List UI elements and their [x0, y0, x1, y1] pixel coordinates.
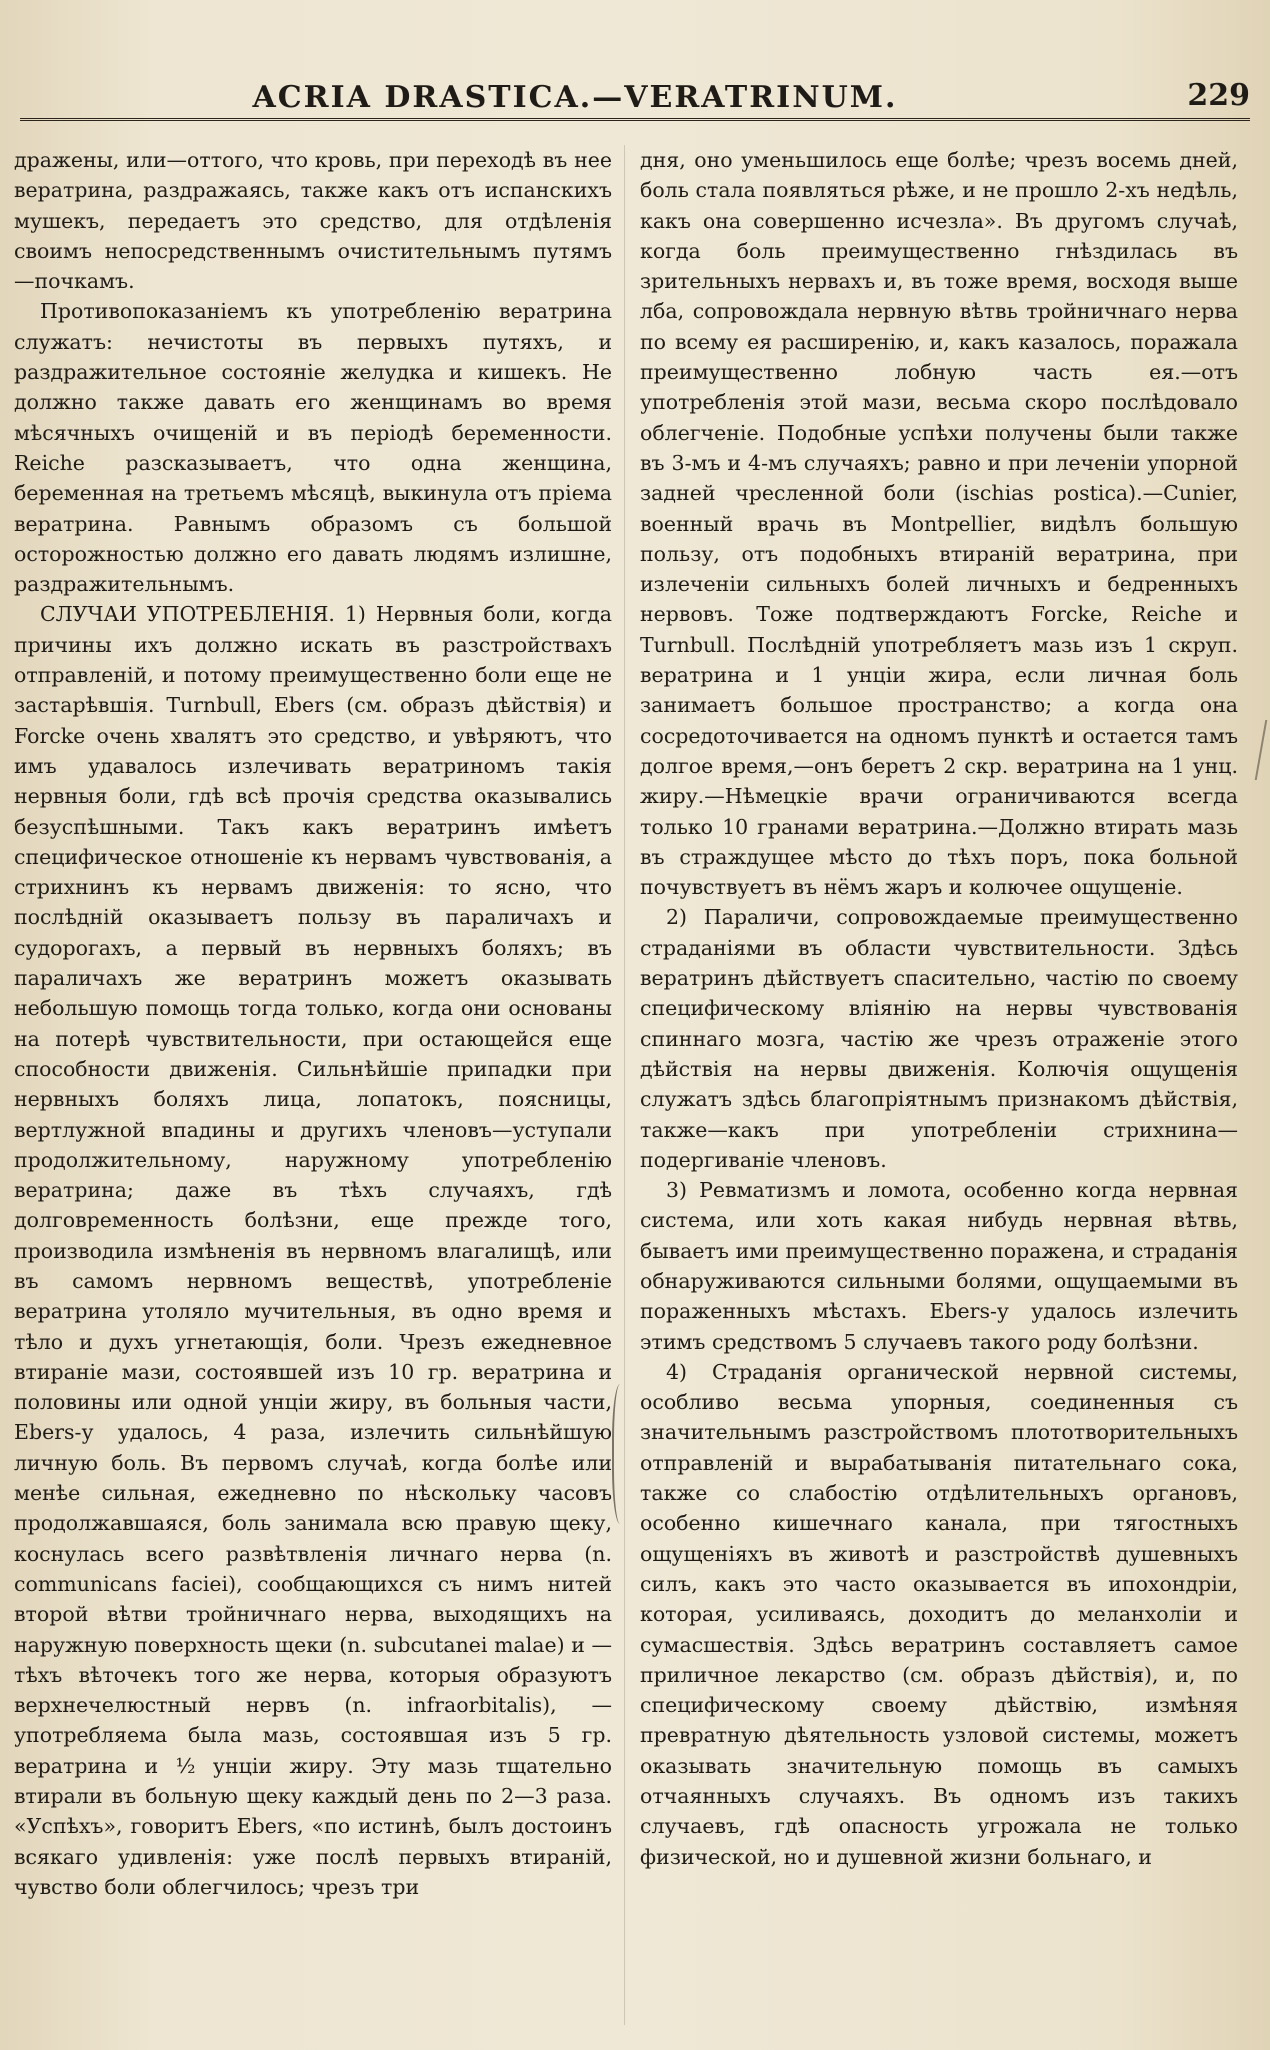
- paragraph-use-cases-neuralgia: СЛУЧАИ УПОТРЕБЛЕНІЯ. 1) Нервныя боли, когда причины ихъ должно искать въ разстройствахъ отправленій, и потому преимущественно боли еще не застарѣвшія. Turnbull, Ebers (см. образъ дѣйствія) и Forcke очень хвалятъ это средство, и увѣряютъ, что имъ удавалось излечивать вератриномъ такія нервныя боли, гдѣ всѣ прочія средства оказывались безуспѣшными. Такъ какъ вератринъ имѣетъ специфическое отношеніе къ нервамъ чувствованія, а стрихнинъ къ нервамъ движенія: то ясно, что послѣдній оказываетъ пользу въ параличахъ и судорогахъ, а первый въ нервныхъ боляхъ; въ параличахъ же вератринъ можетъ оказывать небольшую помощь тогда только, когда они основаны на потерѣ чувствительности, при остающейся еще способности движенія. Сильнѣйшіе припадки при нервныхъ боляхъ лица, лопатокъ, поясницы, вертлужной впадины и другихъ членовъ—уступали продолжительному, наружному употребленію вератрина; даже въ тѣхъ случаяхъ, гдѣ долговременность болѣзни, еще прежде того, производила измѣненія въ нервномъ влагалищѣ, или въ самомъ нервномъ веществѣ, употребленіе вератрина утоляло мучительныя, въ одно время и тѣло и духъ угнетающія, боли. Чрезъ ежедневное втираніе мази, состоявшей изъ 10 гр. вератрина и половины или одной унціи жиру, въ больныя части, Ebers-у удалось, 4 раза, излечить сильнѣйшую личную боль. Въ первомъ случаѣ, когда болѣе или менѣе сильная, ежедневно по нѣскольку часовъ продолжавшаяся, боль занимала всю правую щеку, коснулась всего развѣтвленія личнаго нерва (n. communicans faciei), сообщающихся съ нимъ нитей второй вѣтви тройничнаго нерва, выходящихъ на наружную поверхность щеки (n. subcutanei malae) и — тѣхъ вѣточекъ того же нерва, которыя образуютъ верхнечелюстный нервъ (n. infraorbitalis), — употребляема была мазь, состоявшая изъ 5 гр. вератрина и ½ унціи жиру. Эту мазь тщательно втирали въ больную щеку каждый день по 2—3 раза. «Успѣхъ», говоритъ Ebers, «по истинѣ, былъ достоинъ всякаго удивленія: уже послѣ первыхъ втираній, чувство боли облегчилось; чрезъ три: [14, 602, 612, 1899]
- paragraph-organic-nervous-system: 4) Страданія органической нервной системы, особливо весьма упорныя, соединенныя съ значительнымъ разстройствомъ плототворительныхъ отправленій и вырабатыванія питательнаго сока, также со слабостію отдѣлительныхъ органовъ, особенно кишечнаго канала, при тягостныхъ ощущеніяхъ въ животѣ и разстройствѣ душевныхъ силъ, какъ это часто оказывается въ ипохондріи, которая, усиливаясь, доходитъ до меланхоліи и сумасшествія. Здѣсь вератринъ составляетъ самое приличное лекарство (см. образъ дѣйствія), и, по специфическому своему дѣйствію, измѣняя превратную дѣятельность узловой системы, можетъ оказывать значительную помощь въ самыхъ отчаянныхъ случаяхъ. Въ одномъ изъ такихъ случаевъ, гдѣ опасность угрожала не только физической, но и душевной жизни больнаго, и: [640, 1359, 1238, 1869]
- right-column: [640, 145, 1238, 2025]
- margin-bracket-mark: [612, 1384, 632, 1524]
- paragraph-rheumatism: 3) Ревматизмъ и ломота, особенно когда нервная система, или хоть какая нибудь нервная вѣтвь, бываетъ ими преимущественно поражена, и страданія обнаруживаются сильными болями, ощущаемыми въ пораженныхъ мѣстахъ. Ebers-у удалось излечить этимъ средствомъ 5 случаевъ такого роду болѣзни.: [640, 1178, 1238, 1354]
- paragraph-continuation-right: дня, оно уменьшилось еще болѣе; чрезъ восемь дней, боль стала появляться рѣже, и не прошло 2-хъ недѣль, какъ она совершенно исчезла». Въ другомъ случаѣ, когда боль преимущественно гнѣздилась въ зрительныхъ нервахъ и, въ тоже время, восходя выше лба, сопровождала нервную вѣтвь тройничнаго нерва по всему ея расширенію, и, какъ казалось, поражала преимущественно лобную часть ея.—отъ употребленія этой мази, весьма скоро послѣдовало облегченіе. Подобные успѣхи получены были также въ 3-мъ и 4-мъ случаяхъ; равно и при леченіи упорной задней чресленной боли (ischias postica).—Cunier, военный врачь въ Montpellier, видѣлъ большую пользу, отъ подобныхъ втираній вератрина, при излеченіи сильныхъ болей личныхъ и бедренныхъ нервовъ. Тоже подтверждаютъ Forcke, Reiche и Turnbull. Послѣдній употребляетъ мазь изъ 1 скруп. вератрина и 1 унціи жира, если личная боль занимаетъ большое пространство; а когда она сосредоточивается на одномъ пунктѣ и остается тамъ долгое время,—онъ беретъ 2 скр. вератрина на 1 унц. жиру.—Нѣмецкіе врачи ограничиваются всегда только 10 гранами вератрина.—Должно втирать мазь въ страждущее мѣсто до тѣхъ поръ, пока больной почувствуетъ въ нёмъ жаръ и колючее ощущеніе.: [640, 148, 1238, 900]
- paragraph-continuation: дражены, или—оттого, что кровь, при переходѣ въ нее вератрина, раздражаясь, также какъ отъ испанскихъ мушекъ, передаетъ это средство, для отдѣленія своимъ непосредственнымъ очистительнымъ путямъ—почкамъ.: [14, 148, 612, 294]
- running-head: ACRIA DRASTICA.—VERATRINUM.: [252, 80, 898, 115]
- paragraph-paralysis: 2) Параличи, сопровождаемые преимущественно страданіями въ области чувствительности. Здѣсь вератринъ дѣйствуетъ спасительно, частію по своему специфическому вліянію на нервы чувствованія спиннаго мозга, частію же чрезъ отраженіе этого дѣйствія на нервы движенія. Колючія ощущенія служатъ здѣсь благопріятнымъ признакомъ дѣйствія, также—какъ при употребленіи стрихнина—подергиваніе членовъ.: [640, 905, 1238, 1172]
- left-column: [14, 145, 612, 2025]
- page-number: 229: [1187, 78, 1250, 113]
- page-header: [20, 78, 1250, 121]
- column-divider: [624, 145, 625, 2025]
- paragraph-contraindications: Противопоказаніемъ къ употребленію вератрина служатъ: нечистоты въ первыхъ путяхъ, и раздражительное состояніе желудка и кишекъ. Не должно также давать его женщинамъ во время мѣсячныхъ очищеній и въ періодѣ беременности. Reiche разсказываетъ, что одна женщина, беременная на третьемъ мѣсяцѣ, выкинула отъ пріема вератрина. Равнымъ образомъ съ большой осторожностью должно его давать людямъ излишне, раздражительнымъ.: [14, 299, 612, 597]
